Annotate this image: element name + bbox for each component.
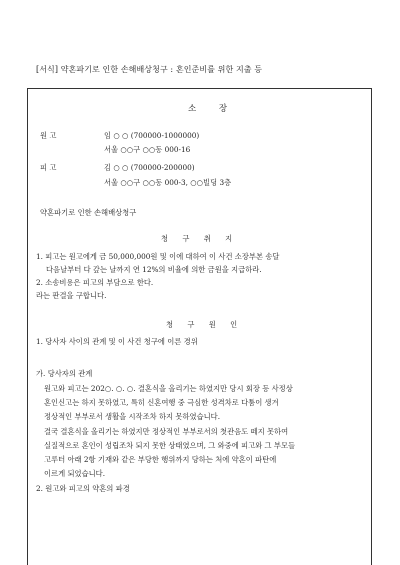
form-heading: 소 장 (188, 104, 238, 114)
plaintiff-label: 원 고 (40, 131, 57, 140)
paragraph-1-line-1: 원고와 피고는 202○. ○. ○. 결혼식을 올리기는 하였지만 당시 회장 등 사정상 (44, 384, 293, 393)
claim-purpose-closing: 라는 판결을 구합니다. (36, 291, 107, 300)
plaintiff-address: 서울 ○○구 ○○동 000-16 (104, 145, 191, 154)
defendant-name: 김 ○ ○ (700000-200000) (104, 163, 195, 172)
paragraph-1-line-2: 혼인신고는 하지 못하였고, 특히 신혼여행 중 극심한 성격차로 다툼이 생겨 (44, 398, 279, 407)
defendant-label: 피 고 (40, 163, 57, 172)
paragraph-2-line-3: 고루터 아래 2항 기재와 같은 부당한 행위까지 당하는 처에 약혼이 파탄에 (44, 455, 277, 464)
claim-purpose-heading: 청 구 취 지 (161, 234, 239, 243)
paragraph-2-line-1: 결국 결혼식을 올리기는 하였지만 정상적인 부부로서의 첫관음도 떼지 못하여 (44, 427, 289, 436)
claim-cause-section-2: 2. 원고와 피고의 약혼의 파경 (36, 484, 130, 493)
claim-purpose-item-2: 2. 소송비용은 피고의 부담으로 한다. (36, 278, 154, 287)
paragraph-1-line-3: 정상적인 부부로서 생활을 시작조차 하지 못하였습니다. (44, 412, 221, 421)
paragraph-2-line-4: 이르게 되었습니다. (44, 469, 106, 478)
plaintiff-name: 임 ○ ○ (700000-1000000) (104, 131, 200, 140)
claim-purpose-item-1-cont: 다음날부터 다 갚는 날까지 연 12%의 비율에 의한 금원을 지급하라. (46, 265, 262, 274)
case-name: 약혼파기로 인한 손해배상청구 (40, 208, 137, 217)
claim-cause-sub-ga: 가. 당사자의 관계 (36, 369, 93, 378)
defendant-address: 서울 ○○구 ○○동 000-3, ○○빌딩 3층 (104, 178, 232, 187)
claim-purpose-item-1: 1. 피고는 원고에게 금 50,000,000원 및 이에 대하여 이 사건 소장부본 송달 (36, 252, 280, 261)
complaint-form (27, 88, 372, 565)
paragraph-2-line-2: 실질적으로 혼인이 성립조차 되지 못한 상태였으며, 그 와중에 피고와 그 부모들 (44, 441, 296, 450)
document-title: [서식] 약혼파기로 인한 손해배상청구 : 혼인준비를 위한 지출 등 (36, 65, 263, 74)
claim-cause-section-1: 1. 당사자 사이의 관계 및 이 사건 청구에 이른 경위 (36, 337, 198, 346)
claim-cause-heading: 청 구 원 인 (166, 320, 244, 329)
